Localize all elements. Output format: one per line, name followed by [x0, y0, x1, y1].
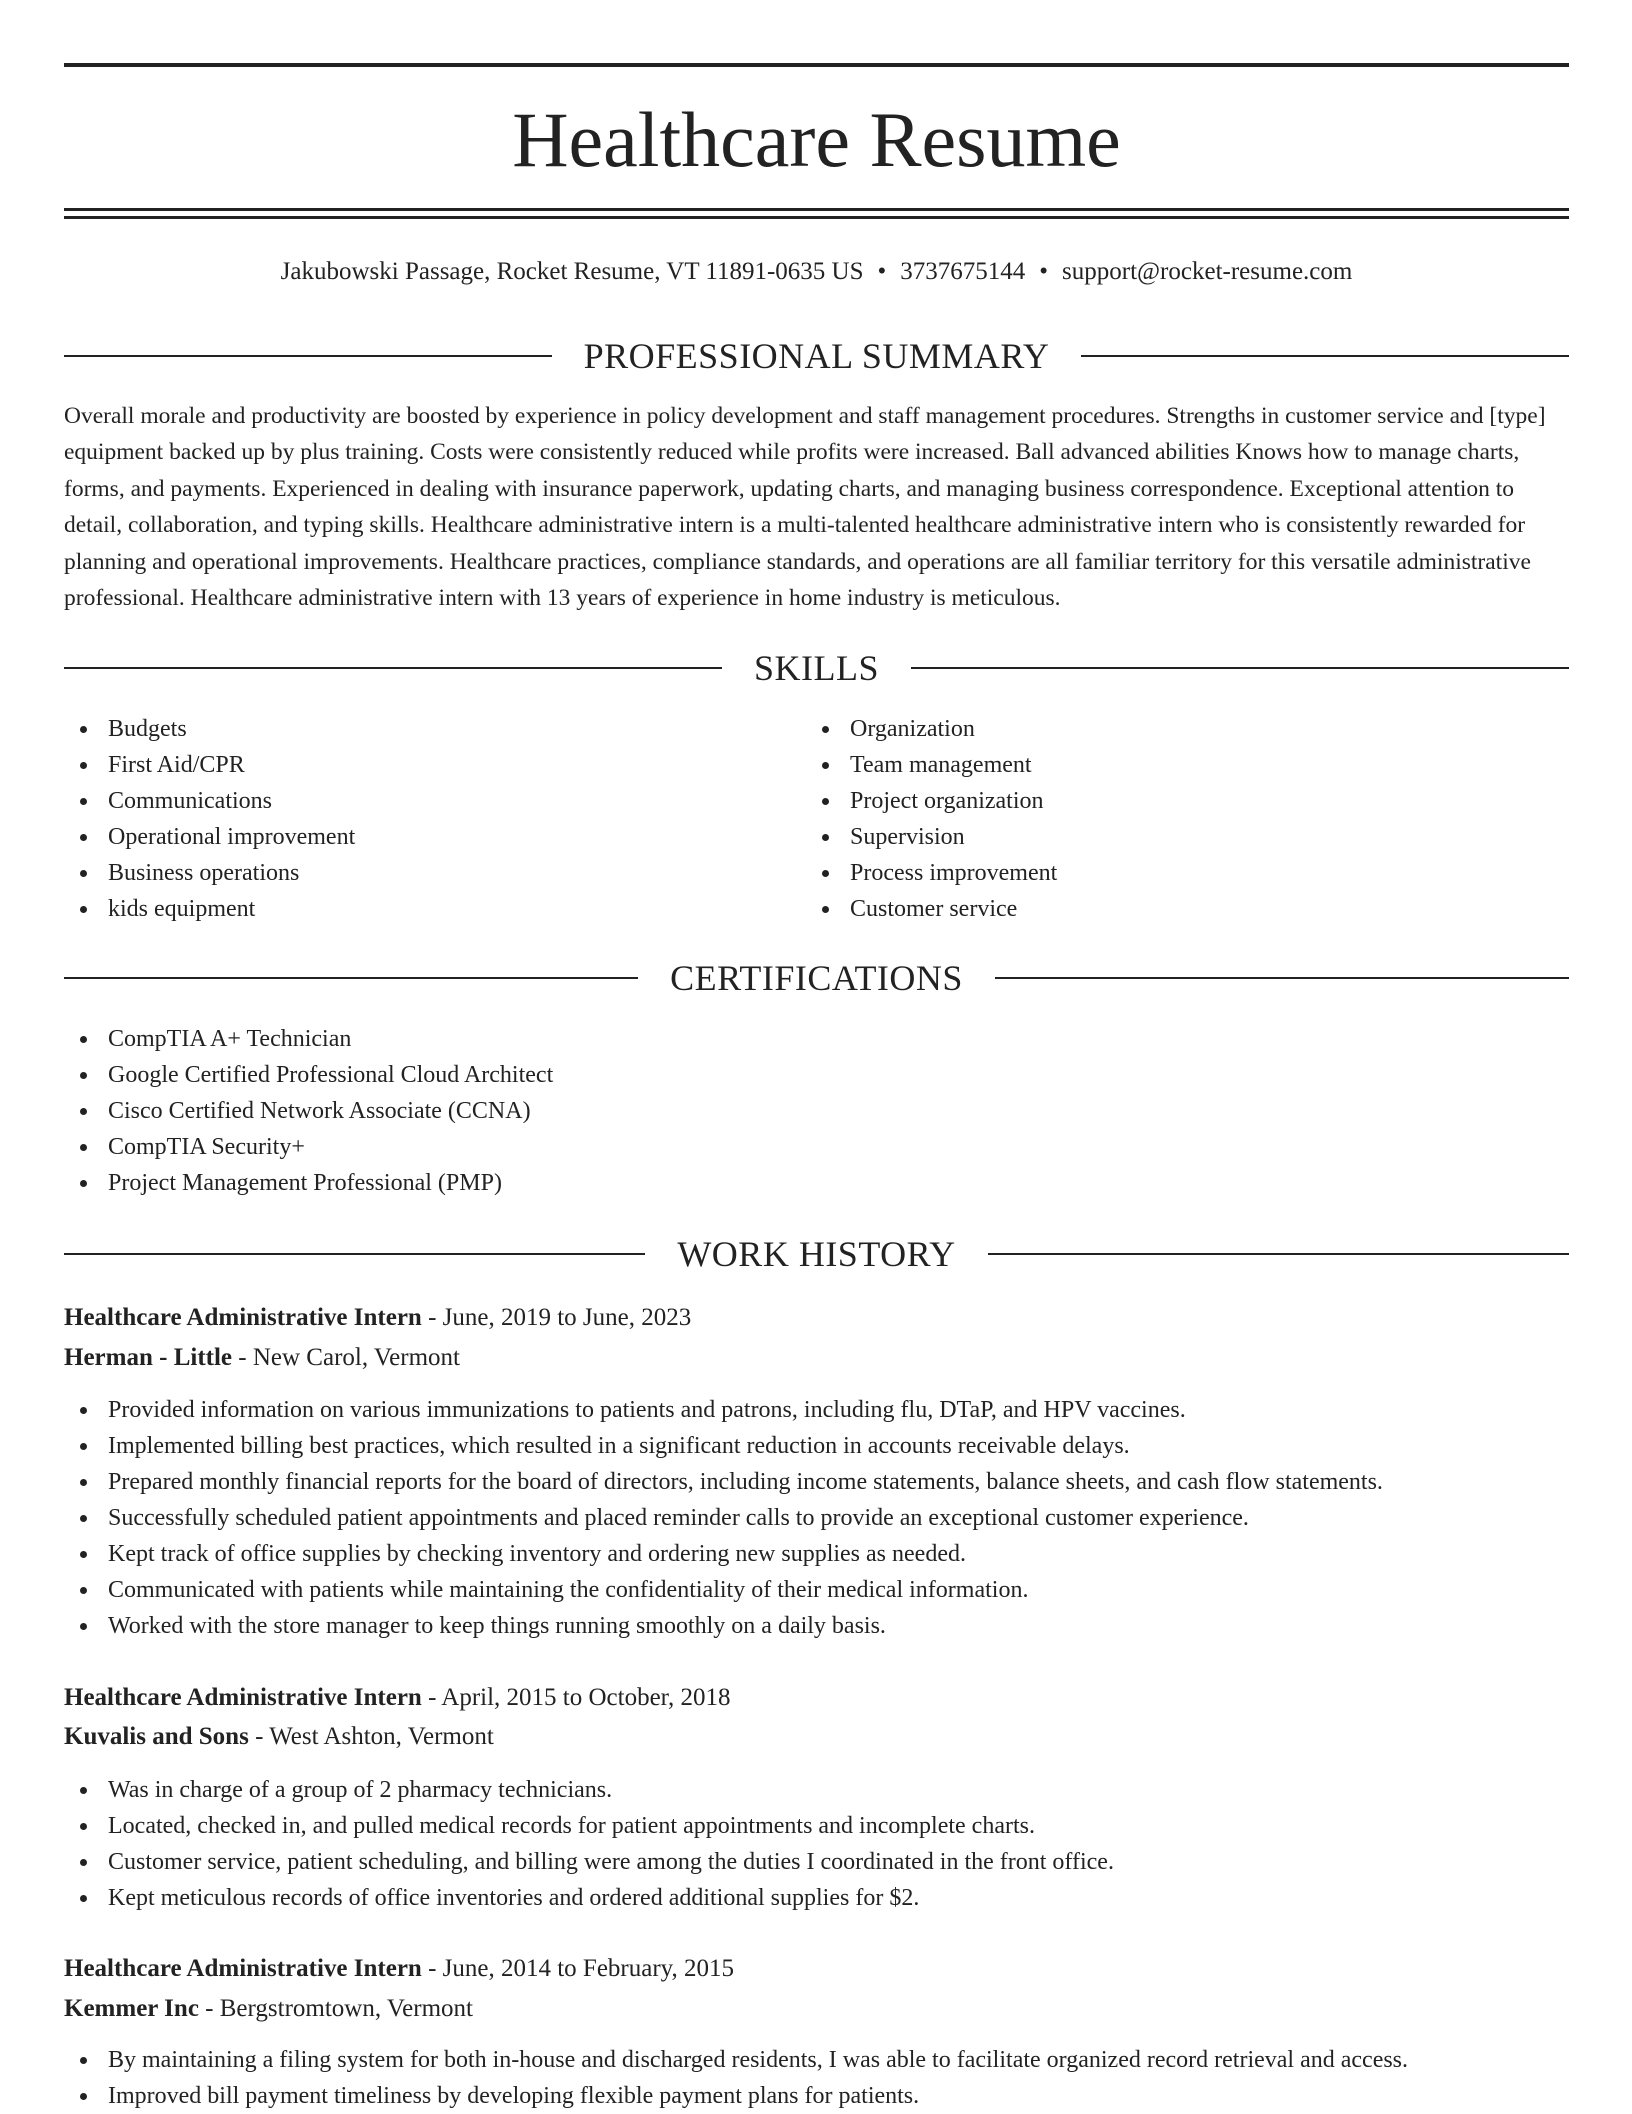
- section-title: CERTIFICATIONS: [670, 958, 963, 998]
- job-location: - New Carol, Vermont: [232, 1344, 460, 1371]
- skills-list-right: [806, 711, 1546, 927]
- title-rule-upper: [64, 208, 1569, 211]
- job-title-line: [64, 1300, 1569, 1336]
- job-bullet: By maintaining a filing system for both in-house and discharged residents, I was able to facilitate organized record retrieval and access.: [64, 2042, 1569, 2078]
- skill-item: Project organization: [806, 783, 1546, 819]
- job-bullet: Implemented billing best practices, which resulted in a significant reduction in accounts receivable delays.: [64, 1428, 1569, 1464]
- job-title: Healthcare Administrative Intern: [64, 1304, 422, 1331]
- heading-rule-right: [911, 667, 1569, 669]
- heading-rule-left: [64, 667, 722, 669]
- section-title: PROFESSIONAL SUMMARY: [583, 336, 1050, 376]
- job-company-line: [64, 1719, 1569, 1755]
- job-bullet: Customer service, patient scheduling, and billing were among the duties I coordinated in the front office.: [64, 1844, 1569, 1880]
- skill-item: Team management: [806, 747, 1546, 783]
- skill-item: Process improvement: [806, 855, 1546, 891]
- skill-item: Communications: [64, 783, 804, 819]
- job-dates: - June, 2019 to June, 2023: [421, 1304, 692, 1331]
- skill-item: Organization: [806, 711, 1546, 747]
- job-dates: - April, 2015 to October, 2018: [421, 1684, 731, 1711]
- skill-item: First Aid/CPR: [64, 747, 804, 783]
- job-bullets: [64, 1772, 1569, 1916]
- summary-text: Overall morale and productivity are boosted by experience in policy development and staff management procedures. Strengths in customer service and [type] equipment backed up by plus training. Costs were consistently reduced while profits were increased. Ball advanced abilities Knows how to manage charts, forms, and payments. Experienced in dealing with insurance paperwork, updating charts, and managing business correspondence. Exceptional attention to detail, collaboration, and typing skills. Healthcare administrative intern is a multi-talented healthcare administrative intern who is consistently rewarded for planning and operational improvements. Healthcare practices, compliance standards, and operations are all familiar territory for this versatile administrative professional. Healthcare administrative intern with 13 years of experience in home industry is meticulous.: [64, 403, 1546, 612]
- summary-heading: [64, 334, 1569, 378]
- job-bullet: Located, checked in, and pulled medical records for patient appointments and incomplete charts.: [64, 1808, 1569, 1844]
- heading-rule-left: [64, 1253, 645, 1255]
- job-location: - Bergstromtown, Vermont: [198, 1995, 473, 2022]
- certifications-heading: [64, 956, 1569, 1000]
- certification-item: Google Certified Professional Cloud Architect: [64, 1057, 1569, 1093]
- section-title: SKILLS: [754, 648, 880, 688]
- page-title: Healthcare Resume: [512, 96, 1121, 183]
- section-title: WORK HISTORY: [677, 1234, 956, 1274]
- job-bullet: Prepared monthly financial reports for the board of directors, including income statements, balance sheets, and cash flow statements.: [64, 1464, 1569, 1500]
- work-history-heading: [64, 1232, 1569, 1276]
- skill-item: Business operations: [64, 855, 804, 891]
- job-company-line: [64, 1991, 1569, 2027]
- separator-dot: •: [877, 258, 887, 285]
- skill-item: kids equipment: [64, 891, 804, 927]
- skill-item: Supervision: [806, 819, 1546, 855]
- certification-item: CompTIA Security+: [64, 1129, 1569, 1165]
- job-bullet: Improved bill payment timeliness by developing flexible payment plans for patients.: [64, 2078, 1569, 2114]
- job-location: - West Ashton, Vermont: [248, 1723, 494, 1750]
- separator-dot: •: [1039, 258, 1049, 285]
- job-title: Healthcare Administrative Intern: [64, 1684, 422, 1711]
- job-company-line: [64, 1340, 1569, 1376]
- top-rule: [64, 63, 1569, 67]
- certification-item: Cisco Certified Network Associate (CCNA): [64, 1093, 1569, 1129]
- contact-line: [64, 255, 1569, 289]
- job-title-line: [64, 1951, 1569, 1987]
- address: Jakubowski Passage, Rocket Resume, VT 11891-0635 US: [280, 258, 864, 285]
- skill-item: Budgets: [64, 711, 804, 747]
- job-company: Kemmer Inc: [64, 1995, 199, 2022]
- job-bullet: Successfully scheduled patient appointments and placed reminder calls to provide an exceptional customer experience.: [64, 1500, 1569, 1536]
- certification-item: Project Management Professional (PMP): [64, 1165, 1569, 1201]
- heading-rule-right: [988, 1253, 1569, 1255]
- job-bullet: Worked with the store manager to keep things running smoothly on a daily basis.: [64, 1608, 1569, 1644]
- certification-item: CompTIA A+ Technician: [64, 1021, 1569, 1057]
- job-bullets: [64, 1392, 1569, 1644]
- skill-item: Operational improvement: [64, 819, 804, 855]
- heading-rule-left: [64, 355, 552, 357]
- job-bullet: Communicated with patients while maintaining the confidentiality of their medical information.: [64, 1572, 1569, 1608]
- title-rule-lower: [64, 216, 1569, 219]
- phone: 3737675144: [900, 258, 1026, 285]
- heading-rule-right: [1081, 355, 1569, 357]
- heading-rule-right: [995, 977, 1569, 979]
- skills-list-left: [64, 711, 804, 927]
- job-dates: - June, 2014 to February, 2015: [421, 1955, 735, 1982]
- skills-heading: [64, 646, 1569, 690]
- email: support@rocket-resume.com: [1062, 258, 1353, 285]
- job-company: Herman - Little: [64, 1344, 233, 1371]
- job-bullet: Kept meticulous records of office inventories and ordered additional supplies for $2.: [64, 1880, 1569, 1916]
- job-title-line: [64, 1680, 1569, 1716]
- job-title: Healthcare Administrative Intern: [64, 1955, 422, 1982]
- job-bullets: [64, 2042, 1569, 2114]
- job-bullet: Was in charge of a group of 2 pharmacy technicians.: [64, 1772, 1569, 1808]
- skill-item: Customer service: [806, 891, 1546, 927]
- heading-rule-left: [64, 977, 638, 979]
- job-company: Kuvalis and Sons: [64, 1723, 249, 1750]
- certifications-list: [64, 1021, 1569, 1201]
- job-bullet: Provided information on various immunizations to patients and patrons, including flu, DTaP, and HPV vaccines.: [64, 1392, 1569, 1428]
- job-bullet: Kept track of office supplies by checking inventory and ordering new supplies as needed.: [64, 1536, 1569, 1572]
